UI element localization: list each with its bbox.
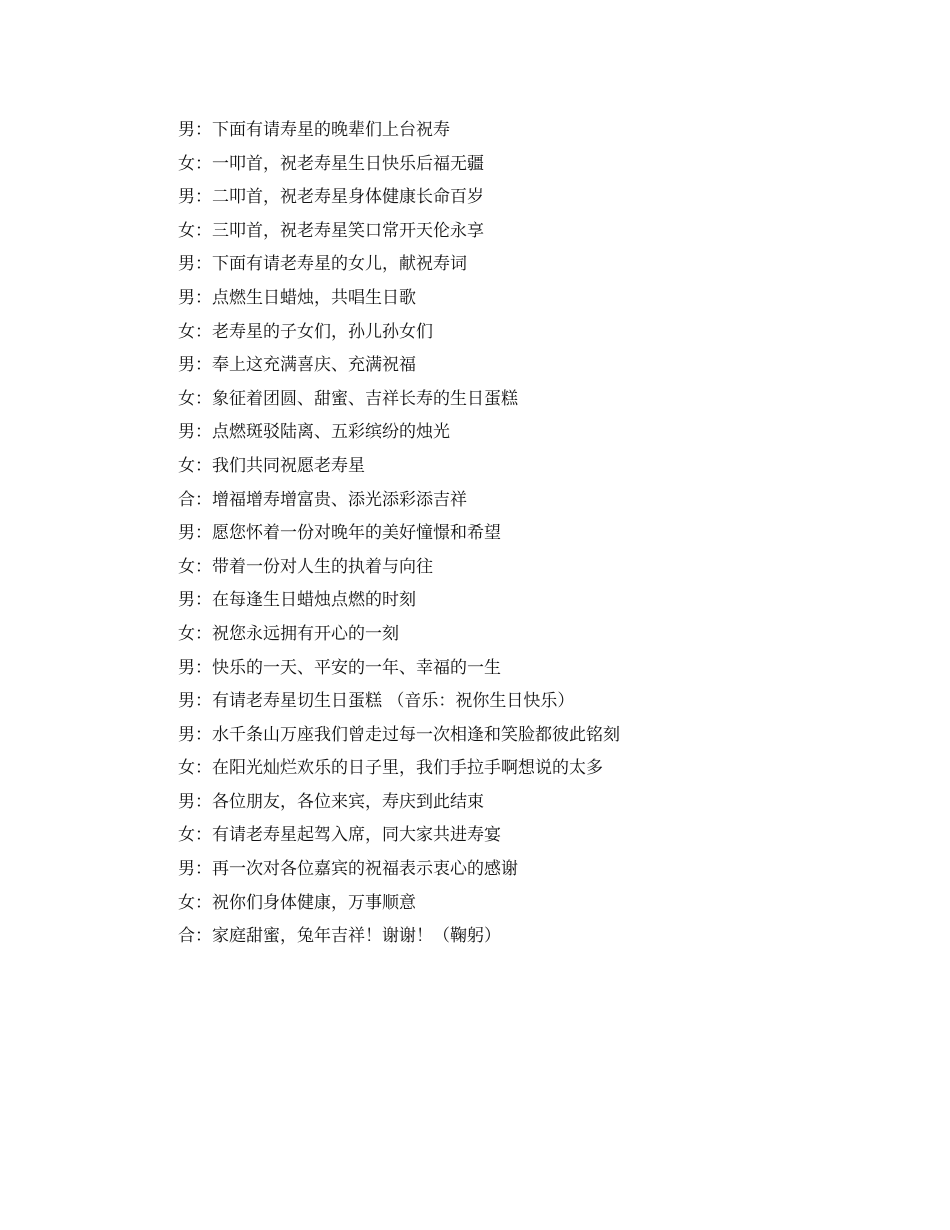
script-line: 男：愿您怀着一份对晚年的美好憧憬和希望: [178, 523, 501, 544]
script-line: 男：下面有请寿星的晚辈们上台祝寿: [178, 120, 450, 140]
script-line: 男：有请老寿星切生日蛋糕 （音乐：祝你生日快乐）: [178, 691, 575, 712]
script-line: 男：在每逢生日蜡烛点燃的时刻: [178, 590, 416, 611]
script-line: 男：快乐的一天、平安的一年、幸福的一生: [178, 657, 501, 678]
script-line: 女：三叩首，祝老寿星笑口常开天伦永享: [178, 220, 484, 241]
script-line: 女：象征着团圆、甜蜜、吉祥长寿的生日蛋糕: [178, 388, 518, 409]
script-line: 男：点燃生日蜡烛，共唱生日歌: [178, 287, 416, 308]
script-line: 女：在阳光灿烂欢乐的日子里，我们手拉手啊想说的太多: [178, 758, 603, 779]
script-line: 女：我们共同祝愿老寿星: [178, 455, 365, 476]
script-line: 男：点燃斑驳陆离、五彩缤纷的烛光: [178, 422, 450, 443]
script-line: 男：水千条山万座我们曾走过每一次相逢和笑脸都彼此铭刻: [178, 724, 620, 745]
script-line: 男：各位朋友，各位来宾，寿庆到此结束: [178, 791, 484, 812]
script-line: 男：二叩首，祝老寿星身体健康长命百岁: [178, 187, 484, 208]
script-line: 男：下面有请老寿星的女儿，献祝寿词: [178, 254, 467, 275]
script-line: 女：老寿星的子女们，孙儿孙女们: [178, 321, 433, 342]
script-line: 女：祝你们身体健康，万事顺意: [178, 892, 416, 913]
script-line: 女：带着一份对人生的执着与向往: [178, 556, 433, 577]
script-line: 女：一叩首，祝老寿星生日快乐后福无疆: [178, 153, 484, 174]
script-line: 合：增福增寿增富贵、添光添彩添吉祥: [178, 489, 467, 510]
script-line: 男：再一次对各位嘉宾的祝福表示衷心的感谢: [178, 859, 518, 880]
script-line: 男：奉上这充满喜庆、充满祝福: [178, 355, 416, 376]
script-line: 女：祝您永远拥有开心的一刻: [178, 623, 399, 644]
script-lines: [178, 117, 898, 957]
script-line: 女：有请老寿星起驾入席，同大家共进寿宴: [178, 825, 501, 846]
script-line: 合：家庭甜蜜，兔年吉祥！谢谢！（鞠躬）: [178, 926, 501, 947]
